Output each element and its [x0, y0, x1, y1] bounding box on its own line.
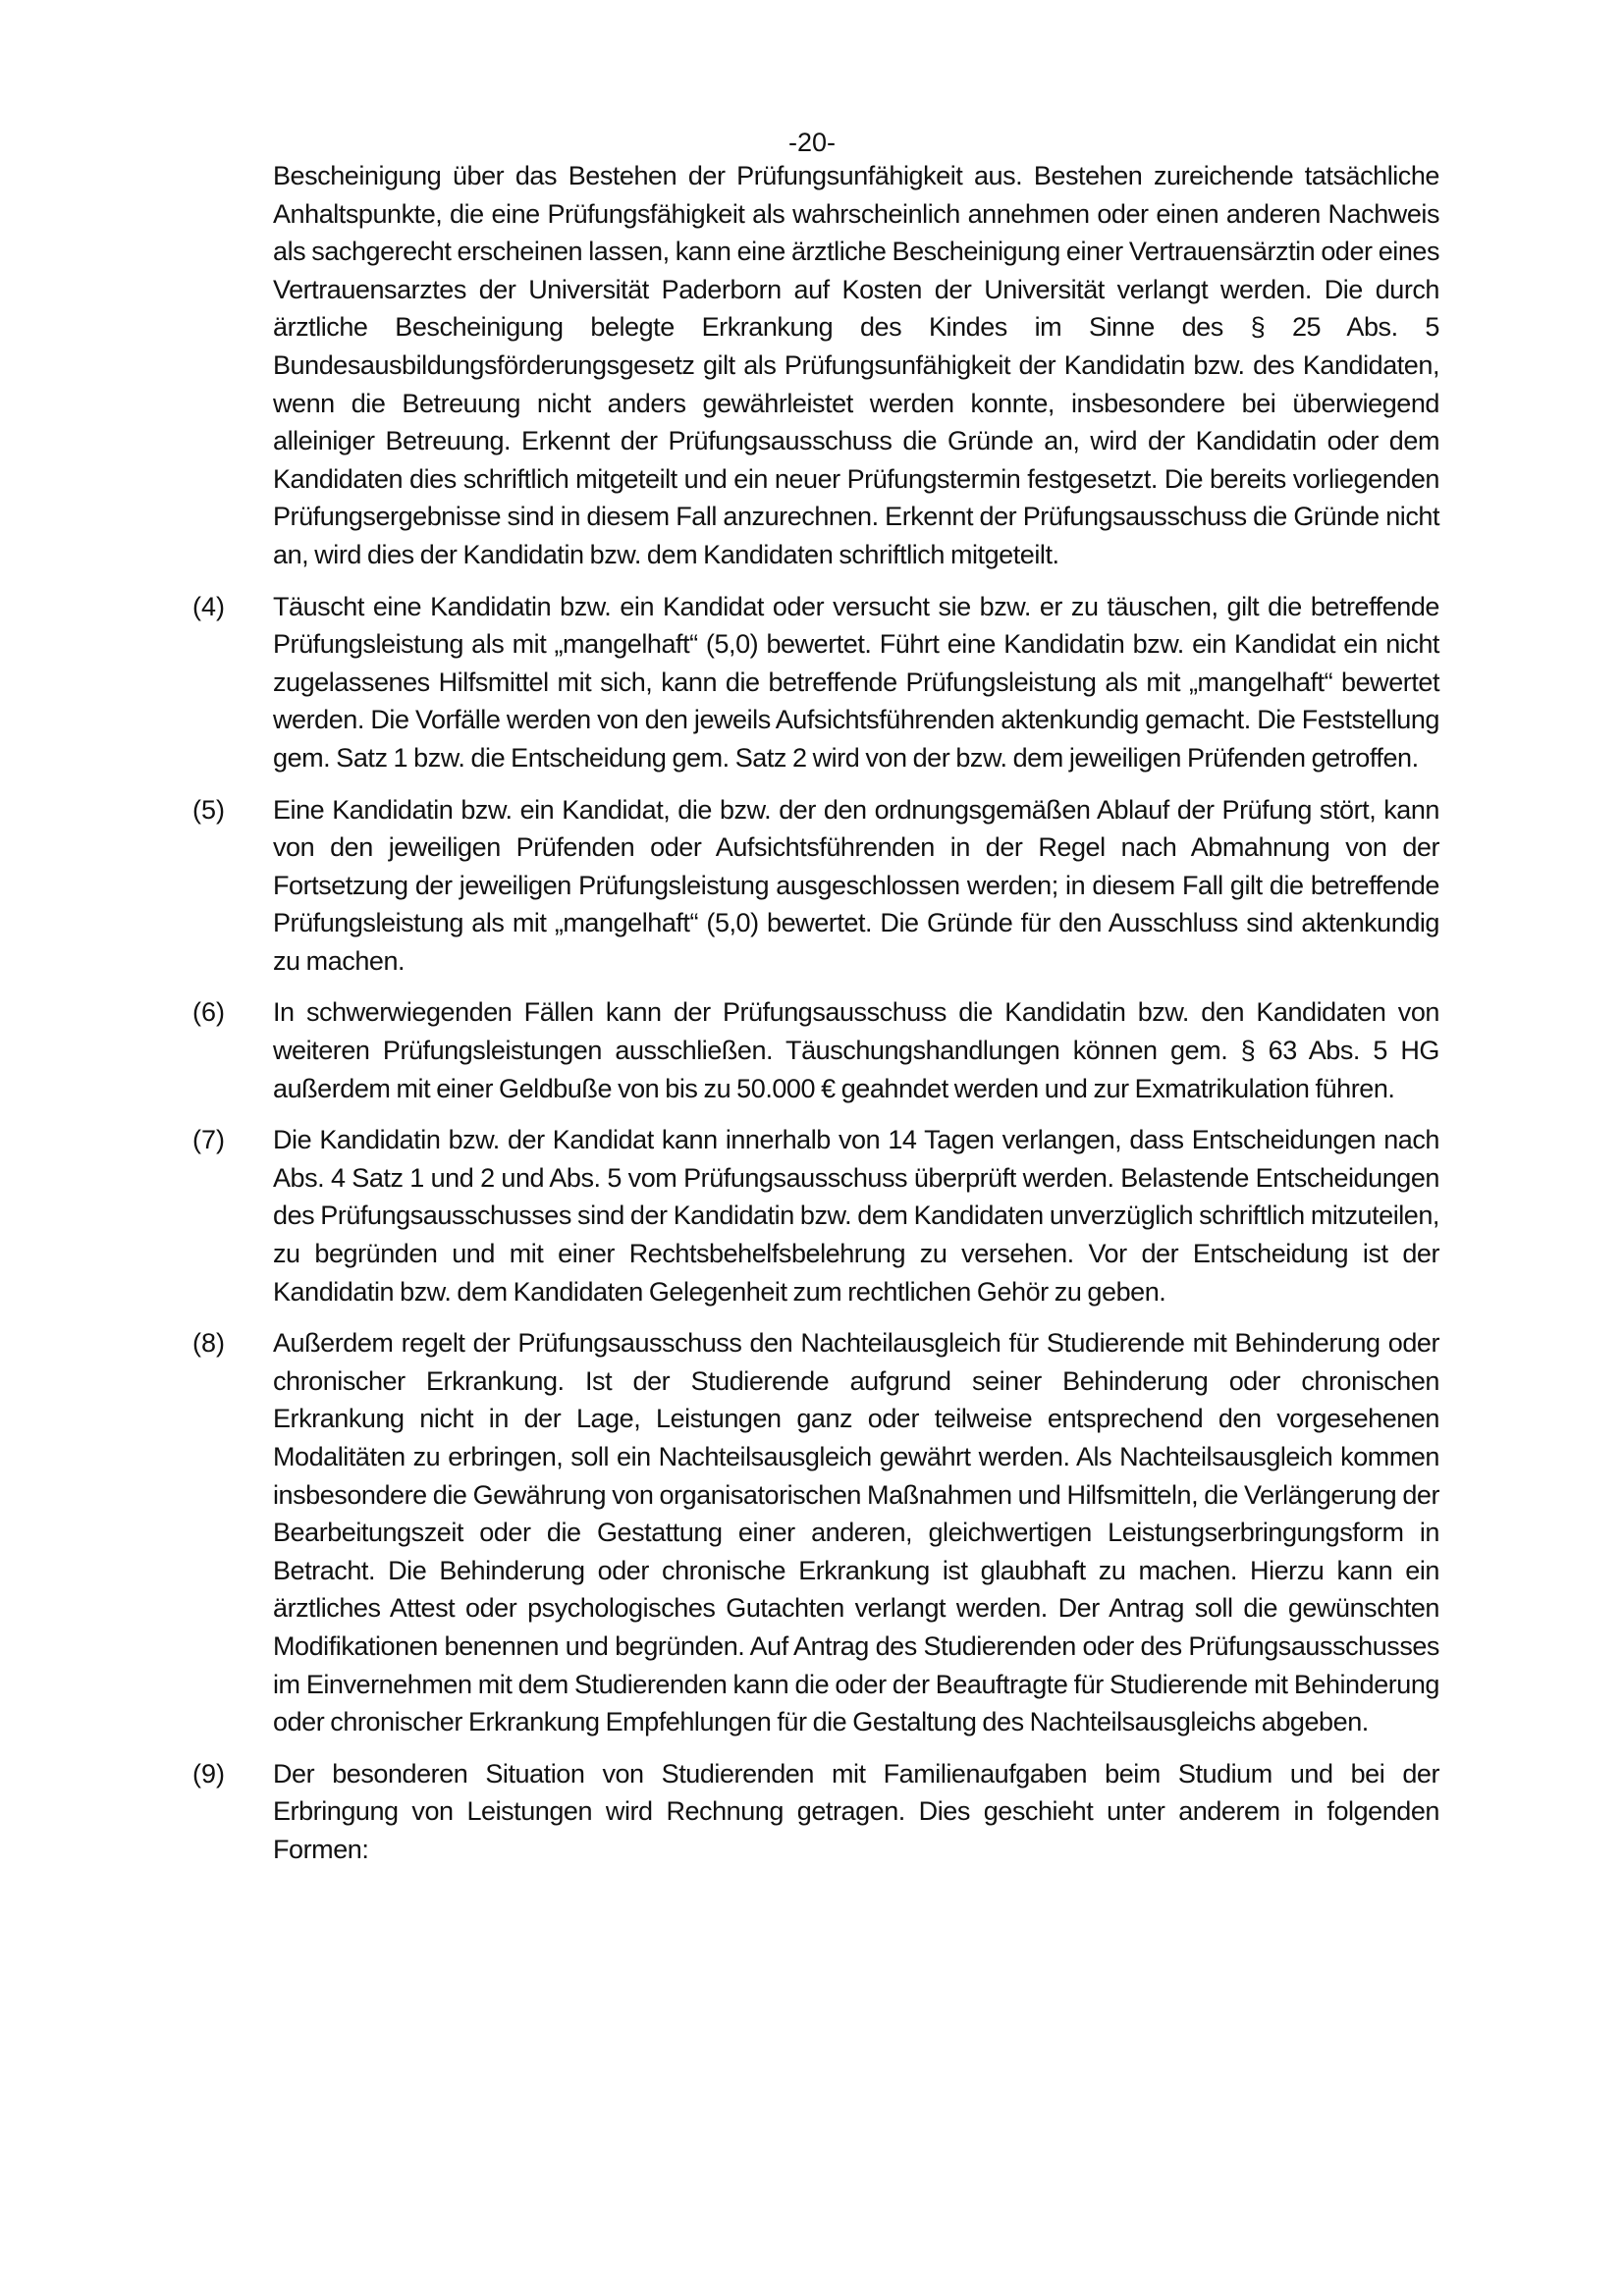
paragraph-text: Täuscht eine Kandidatin bzw. ein Kandidat oder versucht sie bzw. er zu täuschen, gilt die betreffende Prüfungsleistung als mit „mangelhaft“ (5,0) bewertet. Führt eine Kandidatin bzw. ein Kandidat ein nicht zugelassenes Hilfsmittel mit sich, kann die betreffende Prüfungsleistung als mit „mangelhaft“ bewertet werden. Die Vorfälle werden von den jeweils Aufsichtsführenden aktenkundig gemacht. Die Feststellung gem. Satz 1 bzw. die Entscheidung gem. Satz 2 wird von der bzw. dem jeweiligen Prüfenden getroffen. [273, 591, 1439, 773]
paragraph-number: (6) [192, 997, 225, 1028]
paragraph-text: Der besonderen Situation von Studierenden mit Familienaufgaben beim Studium und bei der Erbringung von Leistungen wird Rechnung getragen. Dies geschieht unter anderem in folgenden Formen: [273, 1758, 1439, 1864]
paragraph-number: (9) [192, 1758, 225, 1789]
paragraph-5 [192, 791, 1439, 981]
paragraph-number: (4) [192, 591, 225, 621]
paragraph-number: (5) [192, 794, 225, 825]
paragraph-number: (7) [192, 1125, 225, 1155]
document-body [192, 157, 1439, 1881]
paragraph-continued [192, 157, 1439, 574]
paragraph-7 [192, 1121, 1439, 1310]
paragraph-9 [192, 1755, 1439, 1869]
paragraph-text: Eine Kandidatin bzw. ein Kandidat, die bzw. der den ordnungsgemäßen Ablauf der Prüfung stört, kann von den jeweiligen Prüfenden oder Aufsichtsführenden in der Regel nach Abmahnung von der Fortsetzung der jeweiligen Prüfungsleistung ausgeschlossen werden; in diesem Fall gilt die betreffende Prüfungsleistung als mit „mangelhaft“ (5,0) bewertet. Die Gründe für den Ausschluss sind aktenkundig zu machen. [273, 794, 1439, 976]
paragraph-number: (8) [192, 1328, 225, 1359]
paragraph-text: Bescheinigung über das Bestehen der Prüfungsunfähigkeit aus. Bestehen zureichende tatsächliche Anhaltspunkte, die eine Prüfungsfähigkeit als wahrscheinlich annehmen oder einen anderen Nachweis als sachgerecht erscheinen lassen, kann eine ärztliche Bescheinigung einer Vertrauensärztin oder eines Vertrauensarztes der Universität Paderborn auf Kosten der Universität verlangt werden. Die durch ärztliche Bescheinigung belegte Erkrankung des Kindes im Sinne des § 25 Abs. 5 Bundesausbildungsförderungsgesetz gilt als Prüfungsunfähigkeit der Kandidatin bzw. des Kandidaten, wenn die Betreuung nicht anders gewährleistet werden konnte, insbesondere bei überwiegend alleiniger Betreuung. Erkennt der Prüfungsausschuss die Gründe an, wird der Kandidatin oder dem Kandidaten dies schriftlich mitgeteilt und ein neuer Prüfungstermin festgesetzt. Die bereits vorliegenden Prüfungsergebnisse sind in diesem Fall anzurechnen. Erkennt der Prüfungsausschuss die Gründe nicht an, wird dies der Kandidatin bzw. dem Kandidaten schriftlich mitgeteilt. [273, 161, 1439, 569]
page-number: -20- [787, 128, 836, 157]
paragraph-text: In schwerwiegenden Fällen kann der Prüfungsausschuss die Kandidatin bzw. den Kandidaten von weiteren Prüfungsleistungen ausschließen. Täuschungshandlungen können gem. § 63 Abs. 5 HG außerdem mit einer Geldbuße von bis zu 50.000 € geahndet werden und zur Exmatrikulation führen. [273, 997, 1439, 1103]
paragraph-text: Außerdem regelt der Prüfungsausschuss den Nachteilausgleich für Studierende mit Behinderung oder chronischer Erkrankung. Ist der Studierende aufgrund seiner Behinderung oder chronischen Erkrankung nicht in der Lage, Leistungen ganz oder teilweise entsprechend den vorgesehenen Modalitäten zu erbringen, soll ein Nachteilsausgleich gewährt werden. Als Nachteilsausgleich kommen insbesondere die Gewährung von organisatorischen Maßnahmen und Hilfsmitteln, die Verlängerung der Bearbeitungszeit oder die Gestattung einer anderen, gleichwertigen Leistungserbringungsform in Betracht. Die Behinderung oder chronische Erkrankung ist glaubhaft zu machen. Hierzu kann ein ärztliches Attest oder psychologisches Gutachten verlangt werden. Der Antrag soll die gewünschten Modifikationen benennen und begründen. Auf Antrag des Studierenden oder des Prüfungsausschusses im Einvernehmen mit dem Studierenden kann die oder der Beauftragte für Studierende mit Behinderung oder chronischer Erkrankung Empfehlungen für die Gestaltung des Nachteilsausgleichs abgeben. [273, 1328, 1439, 1737]
paragraph-6 [192, 993, 1439, 1107]
paragraph-text: Die Kandidatin bzw. der Kandidat kann innerhalb von 14 Tagen verlangen, dass Entscheidungen nach Abs. 4 Satz 1 und 2 und Abs. 5 vom Prüfungsausschuss überprüft werden. Belastende Entscheidungen des Prüfungsausschusses sind der Kandidatin bzw. dem Kandidaten unverzüglich schriftlich mitzuteilen, zu begründen und mit einer Rechtsbehelfsbelehrung zu versehen. Vor der Entscheidung ist der Kandidatin bzw. dem Kandidaten Gelegenheit zum rechtlichen Gehör zu geben. [273, 1125, 1439, 1307]
paragraph-8 [192, 1324, 1439, 1741]
paragraph-4 [192, 588, 1439, 777]
